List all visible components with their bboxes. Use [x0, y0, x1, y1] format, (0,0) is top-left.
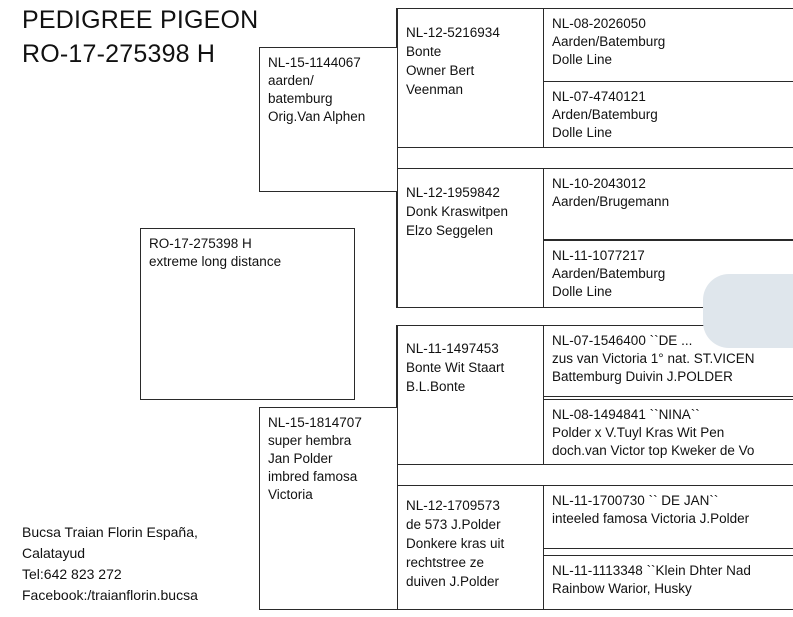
grandparent-text	[406, 23, 535, 99]
great-grandparent-line: Arden/Batemburg	[552, 107, 658, 122]
dam-line: Jan Polder	[268, 451, 333, 466]
great-grandparent-text	[552, 492, 785, 528]
grandparent-line: duiven J.Polder	[406, 574, 500, 589]
grandparent-line: rechtstree ze	[406, 555, 485, 570]
sire-box	[259, 47, 398, 192]
great-grandparent-text	[552, 175, 785, 211]
grandparent-ring: NL-12-1959842	[406, 185, 500, 200]
great-grandparent-line: Aarden/Brugemann	[552, 194, 670, 209]
grandparent-line: Donk Kraswitpen	[406, 204, 509, 219]
grandparent-line: Owner Bert	[406, 63, 475, 78]
grandparent-box	[397, 8, 544, 148]
great-grandparent-line: Battemburg Duivin J.POLDER	[552, 369, 733, 384]
subject-text	[149, 235, 346, 271]
grandparent-line: Donkere kras uit	[406, 536, 505, 551]
dam-line: imbred famosa	[268, 469, 358, 484]
great-grandparent-ring: NL-11-1077217	[552, 248, 645, 263]
sire-text	[268, 54, 389, 126]
grandparent-text	[406, 183, 535, 240]
overlay-blob	[703, 274, 793, 348]
grandparent-box	[397, 168, 544, 308]
grandparent-line: Bonte Wit Staart	[406, 360, 505, 375]
great-grandparent-ring: NL-11-1113348 ``Klein Dhter Nad	[552, 563, 751, 578]
grandparent-ring: NL-11-1497453	[406, 341, 499, 356]
great-grandparent-ring: NL-10-2043012	[552, 176, 646, 191]
sire-line: Orig.Van Alphen	[268, 109, 366, 124]
great-grandparent-line: Dolle Line	[552, 52, 613, 67]
grandparent-text	[406, 339, 535, 396]
pigeon-ring-number: RO-17-275398 H	[22, 40, 216, 68]
great-grandparent-ring: NL-07-1546400 ``DE ...	[552, 333, 693, 348]
great-grandparent-text	[552, 406, 785, 460]
subject-box	[140, 228, 355, 400]
grandparent-line: B.L.Bonte	[406, 379, 466, 394]
great-grandparent-line: Polder x V.Tuyl Kras Wit Pen	[552, 425, 725, 440]
great-grandparent-box	[543, 399, 793, 465]
sire-line: aarden/	[268, 73, 314, 88]
great-grandparent-line: Aarden/Batemburg	[552, 34, 666, 49]
great-grandparent-text	[552, 15, 785, 69]
dam-line: Victoria	[268, 487, 313, 502]
great-grandparent-ring: NL-08-2026050	[552, 16, 646, 31]
grandparent-line: de 573 J.Polder	[406, 517, 501, 532]
great-grandparent-box	[543, 8, 793, 82]
sire-line: batemburg	[268, 91, 333, 106]
breeder-phone: Tel:642 823 272	[22, 566, 122, 582]
breeder-location: Calatayud	[22, 545, 86, 561]
grandparent-box	[397, 325, 544, 465]
great-grandparent-line: Aarden/Batemburg	[552, 266, 666, 281]
great-grandparent-box	[543, 168, 793, 240]
breeder-contact	[22, 522, 198, 606]
great-grandparent-text	[552, 562, 785, 598]
dam-ring: NL-15-1814707	[268, 415, 362, 430]
subject-ring: RO-17-275398 H	[149, 236, 252, 251]
grandparent-box	[397, 485, 544, 610]
breeder-facebook: Facebook:/traianflorin.bucsa	[22, 587, 198, 603]
grandparent-line: Veenman	[406, 82, 464, 97]
great-grandparent-box	[543, 485, 793, 549]
pedigree-title: PEDIGREE PIGEON	[22, 6, 259, 34]
grandparent-ring: NL-12-5216934	[406, 25, 500, 40]
great-grandparent-box	[543, 81, 793, 148]
dam-line: super hembra	[268, 433, 352, 448]
grandparent-line: Bonte	[406, 44, 442, 59]
grandparent-ring: NL-12-1709573	[406, 498, 500, 513]
great-grandparent-line: doch.van Victor top Kweker de Vo	[552, 443, 755, 458]
great-grandparent-line: Rainbow Warior, Husky	[552, 581, 692, 596]
great-grandparent-line: Dolle Line	[552, 284, 613, 299]
great-grandparent-line: zus van Victoria 1° nat. ST.VICEN	[552, 351, 755, 366]
grandparent-text	[406, 496, 535, 591]
great-grandparent-ring: NL-08-1494841 ``NINA``	[552, 407, 700, 422]
subject-description: extreme long distance	[149, 254, 282, 269]
dam-text	[268, 414, 389, 504]
great-grandparent-ring: NL-11-1700730 `` DE JAN``	[552, 493, 719, 508]
great-grandparent-line: Dolle Line	[552, 125, 613, 140]
breeder-name: Bucsa Traian Florin España,	[22, 524, 198, 540]
dam-box	[259, 407, 398, 610]
grandparent-line: Elzo Seggelen	[406, 223, 494, 238]
sire-ring: NL-15-1144067	[268, 55, 361, 70]
great-grandparent-text	[552, 88, 785, 142]
great-grandparent-ring: NL-07-4740121	[552, 89, 646, 104]
great-grandparent-line: inteeled famosa Victoria J.Polder	[552, 511, 750, 526]
great-grandparent-box	[543, 555, 793, 610]
